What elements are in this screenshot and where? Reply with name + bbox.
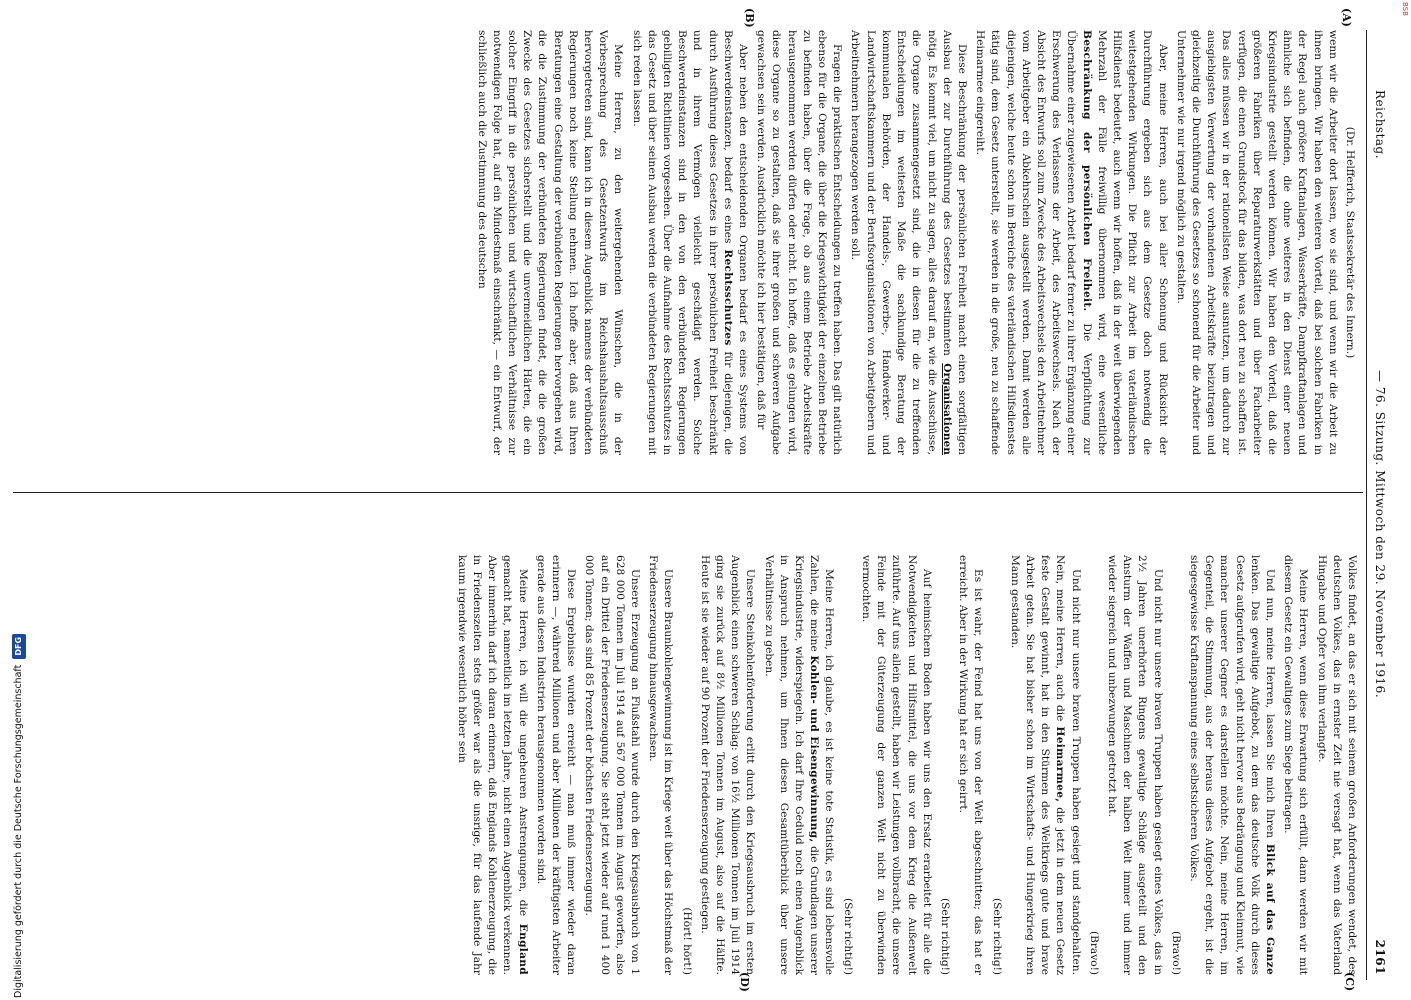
emphasis-text: Beschränkung der persönlichen Freiheit. (1080, 30, 1093, 312)
paragraph: Meine Herren, ich will die ungeheuren Anstrengungen, die England gemacht hat, namentlich im letzten Jahre, nicht einen Augenblick verkennen. Aber immerhin darf ich daran erinnern, daß Englands Kohlenerzeugung, die in Friedenszeiten stets größer war als die unsrige, für das laufende Jahr kaum irgendwie wesentlich höher sein (455, 555, 529, 975)
emphasis-text: Kohlen- und Eisengewinnung, (808, 655, 821, 843)
paragraph: Fragen die praktischen Entscheidungen zu treffen haben. Das gilt natürlich ebenso für die Organe, die über die Kriegswichtigkeit der einzelnen Betriebe zu befinden haben, über die Frage, ob aus einem Betriebe Arbeitskräfte herausgenommen werden dürfen oder nicht. Ich hoffe, daß es gelungen wird, diese Organe so zu gestalten, daß sie ihrer großen und schweren Aufgabe gewachsen sein werden. Ausdrücklich möchte ich hier bestätigen, daß für (755, 30, 844, 455)
digitization-credit-text: Digitalisierung gefördert durch die Deutsche Forschungsgemeinschaft (13, 664, 24, 998)
paragraph: Diese Beschränkung der persönlichen Freiheit macht einen sorgfältigen Ausbau der zur Durchführung des Gesetzes bestimmten Organisationen nötig. Es kommt viel, um nicht zu sagen, alles darauf an, wie die Ausschüsse, die Organe zusammengesetzt sind, die in diesen für die zu treffenden Entscheidungen im weitesten Maße die sachkundige Beratung der kommunalen Behörden, der Handels-, Gewerbe-, Handwerker- und Landwirtschaftskammern und der Berufsorganisationen von Arbeitgebern und Arbeitnehmern herangezogen werden soll. (849, 30, 968, 455)
dfg-logo-icon: DFG (12, 634, 26, 659)
paragraph: Auf heimischem Boden haben wir uns den Ersatz erarbeitet für alle die Notwendigkeiten und Hilfsmittel, die uns vor dem Krieg die Außenwelt zuführte. Auf uns allein gestellt, haben wir Leistungen vollbracht, die unsere Feinde mit der Güterzeugung der ganzen Welt nicht zu überwinden vermochten. (859, 555, 933, 975)
paragraph: Und nicht nur unsere braven Truppen haben gesiegt eines Volkes, das in 2½ Jahren unerhörten Ringens gewaltige Schläge ausgeteilt und den Ansturm der Waffen und Maschinen der halben Welt immer und immer wieder siegreich und unbezwungen getrotzt hat. (1105, 555, 1164, 975)
paragraph: Unsere Erzeugung an Flußstahl wurde durch den Kriegsausbruch von 1 628 000 Tonnen im Juli 1914 auf 567 000 Tonnen im August geworfen, also auf ein Drittel der Friedenserzeugung. Sie steht jetzt wieder auf rund 1 400 000 Tonnen; das sind 85 Prozent der höchsten Friedenserzeugung. (583, 555, 642, 975)
paragraph: wenn wir die Arbeiter dort lassen, wo sie sind, und wenn wir die Arbeit zu ihnen bringen. Wir haben den weiteren Vorteil, daß bei solchen Fabriken in der Regel auch größere Kraftanlagen, Wasserkräfte, Dampfkraftanlagen und ähnliche sich befinden, die ohne weiteres in den Dienst einer neuen Kriegsindustrie gestellt werden können. Wir haben den Vorteil, daß die größeren Fabriken über Reparaturwerkstätten und über Facharbeiter verfügen, die einen Grundstock für das bilden, was dort neu zu schaffen ist. Das alles müssen wir in der rationellsten Weise ausnutzen, um dadurch zur ausgiebigsten Verwertung der vorhandenen Arbeitskräfte beizutragen und gleichzeitig die Durchführung des Gesetzes so schonend für die Arbeiter und Unternehmer wie nur irgend möglich zu gestalten. (1174, 30, 1339, 455)
text-column-left (19, 30, 1359, 455)
paragraph: Diese Ergebnisse wurden erreicht — man muß immer wieder daran erinnern —, während Millionen und aber Millionen der kräftigsten Arbeiter gerade aus diesen Industrien herausgenommen worden sind. (534, 555, 578, 975)
header-session-date (1369, 370, 1391, 698)
header-title: Reichstag. (1373, 90, 1387, 160)
applause-note: (Bravo!) (1169, 930, 1182, 975)
digitization-credit (12, 634, 26, 998)
header-rule (1366, 30, 1367, 980)
applause-note: (Bravo!) (1087, 930, 1100, 975)
paragraph: Unsere Steinkohlenförderung erlitt durch den Kriegsausbruch im ersten Augenblick einen schweren Schlag: von 16½ Millionen Tonnen im Juli 1914 ging sie zurück auf 8½ Millionen Tonnen im August, also auf die Hälfte. Heute ist sie wieder auf 90 Prozent der Friedenserzeugung gestiegen. (698, 555, 757, 975)
text-column-right (19, 555, 1359, 975)
margin-marker-a: (A) (1340, 8, 1353, 27)
applause-note: (Sehr richtig!) (841, 898, 854, 975)
emphasis-text: Organisationen (940, 363, 953, 455)
speaker-attribution: (Dr. Helfferich, Staatssekretär des Innern.) (1344, 126, 1356, 359)
emphasis-text: England (516, 923, 529, 975)
paragraph: Volkes findet, an das er sich mit seinem großen Anforderungen wendet, des deutschen Volkes, das in ernster Zeit nie versagt hat, wenn das Vaterland Hingabe und Opfer von ihm verlangte. (1315, 555, 1358, 975)
column-divider (13, 492, 1363, 493)
paragraph: Meine Herren, ich glaube, es ist keine tote Statistik, es sind lebensvolle Zahlen, die meine Kohlen- und Eisengewinnung, die Grundlagen unserer Kriegsindustrie, widerspiegeln. Ich darf Ihre Geduld noch einen Augenblick in Anspruch nehmen, um Ihnen diesen Gesamtüberblick über unsere Verhältnisse zu geben. (762, 555, 836, 975)
paragraph: Es ist wahr, der Feind hat uns von der Welt abgeschnitten; das hat er erreicht. Aber in der Wirkung hat er sich geirrt. (957, 555, 985, 975)
paragraph: Meine Herren, wenn diese Erwartung sich erfüllt, dann werden wir mit diesem Gesetz ein Gewaltiges zum Siege beitragen. (1282, 555, 1310, 975)
paragraph: Und nun, meine Herren, lassen Sie mich Ihren Blick auf das Ganze lenken. Das gewaltige Aufgebot, zu dem das deutsche Volk durch dieses Gesetz aufgerufen wird, geht nicht hervor aus Bedrängung und Kleinmut, wie mancher unserer Gegner es darstellen möchte. Nein, meine Herren, im Gegenteil, die Stimmung, aus der heraus dieses Aufgebot ergeht, ist die siegesgewisse Kraftanspannung eines selbstsicheren Volkes. (1187, 555, 1276, 975)
page-number: 2161 (1373, 939, 1387, 975)
paragraph: Aber neben den entscheidenden Organen bedarf es eines Systems von Beschwerdeinstanzen, bedarf es eines Rechtsschutzes für diejenigen, die durch Ausführung dieses Gesetzes in ihrer persönlichen Freiheit beschränkt und in ihrem Vermögen vielleicht geschädigt werden. Solche Beschwerdeinstanzen sind in den von den verbündeten Regierungen gebilligten Richtlinien vorgesehen. Über die Aufnahme des Rechtsschutzes in das Gesetz und über seinen Ausbau werden die verbündeten Regierungen mit sich reden lassen. (630, 30, 750, 455)
header-date: Mittwoch den 29. November 1916. (1373, 470, 1387, 699)
emphasis-text: Heimarmee, (1054, 726, 1067, 803)
bsb-stamp: BSB (1401, 2, 1409, 16)
paragraph: Meine Herren, zu den weitergehenden Wünschen, die in der Vorbesprechung des Gesetzentwurfs im Reichshaushaltsausschuß hervorgetreten sind, kann ich in diesem Augenblick namens der verbündeten Regierungen noch keine Stellung nehmen. Ich hoffe aber, daß aus Ihren Beratungen eine Gestaltung der verbündeten Regierungen hervorgehen wird, die die Zustimmung der verbündeten Regierungen findet, die die großen Zwecke des Gesetzes sicherstellt und die unvermeidlichen Härten, die ein solcher Eingriff in die persönlichen und wirtschaftlichen Verhältnisse zur notwendigen Folge hat, auf ein Mindestmaß einschränkt, — ein Entwurf, der schließlich auch die Zustimmung des deutschen (475, 30, 625, 455)
applause-note: (Sehr richtig!) (990, 898, 1003, 975)
margin-marker-d: (D) (738, 972, 751, 992)
header-session: — 76. Sitzung. (1373, 370, 1387, 466)
paragraph: Unsere Braunkohlengewinnung ist im Kriege weit über das Höchstmaß der Friedenserzeugung hinausgewachsen. (647, 555, 675, 975)
margin-marker-b: (B) (743, 8, 756, 28)
emphasis-text: Rechtsschutzes (721, 249, 734, 346)
applause-note: (Sehr richtig!) (938, 898, 951, 975)
paragraph: Aber, meine Herren, auch bei aller Schonung und Rücksicht der Durchführung ergeben sich aus dem Gesetze doch notwendig die weitestgehenden Wirkungen. Die Pflicht zur Arbeit im vaterländischen Hilfsdienst bedeutet, auch wenn wir hoffen, daß in der weit überwiegenden Mehrzahl der Fälle freiwillig übernommen wird, eine wesentliche Beschränkung der persönlichen Freiheit. Die Verpflichtung zur Übernahme einer zugewiesenen Arbeit bedarf ferner zu ihrer Ergänzung einer Erschwerung des Verlassens der Arbeit, des Arbeitswechsels. Nach der Absicht des Entwurfs soll zum Zwecke des Arbeitswechsels den Arbeitnehmer vom Arbeitgeber ein Abkehrschein ausgestellt werden. Damit werden alle diejenigen, welche heute schon im Bereiche des vaterländischen Hilfsdienstes tätig sind, dem Gesetz unterstellt, sie werden in die große, neu zu schaffende Heimarmee eingereiht. (974, 30, 1169, 455)
page-header (1369, 30, 1391, 980)
emphasis-text: Blick auf das Ganze (1263, 843, 1276, 975)
paragraph: Und nicht nur unsere braven Truppen haben gesiegt und standgehalten. Nein, meine Herren, auch die Heimarmee, die jetzt in dem neuen Gesetz feste Gestalt gewinnt, hat in den Stürmen des Weltkriegs gute und brave Arbeit getan. Sie hat bisher schon im Wirtschafts- und Hungerkrieg ihren Mann gestanden. (1008, 555, 1082, 975)
applause-note: (Hört! hört!) (680, 907, 693, 975)
margin-marker-c: (C) (1343, 972, 1356, 992)
